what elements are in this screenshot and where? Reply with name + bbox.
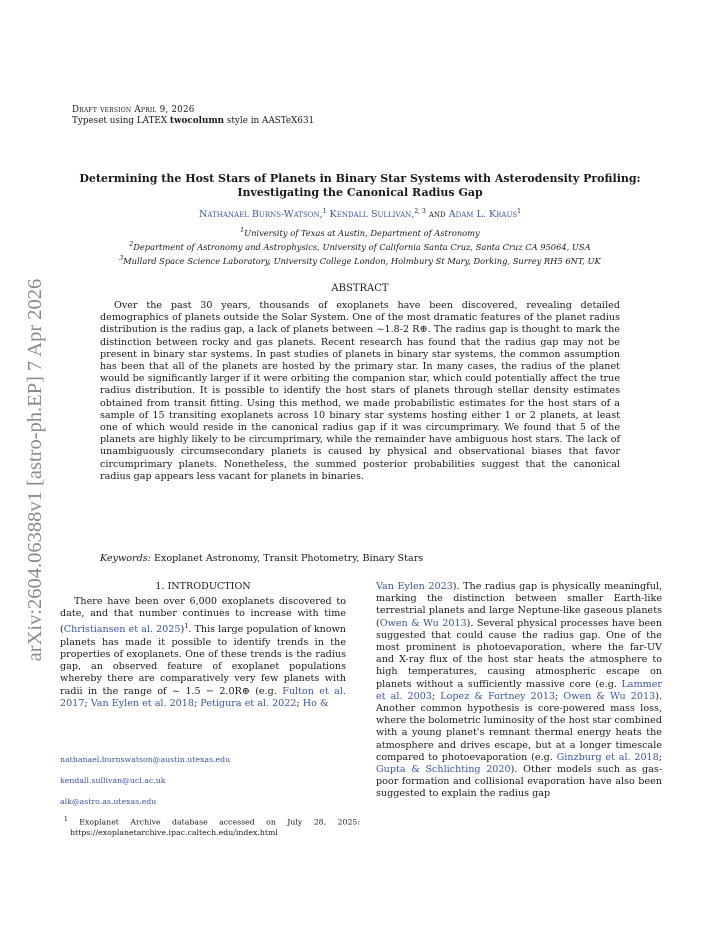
intro-text: ; [658,751,663,763]
citation-link[interactable]: Van Eylen et al. 2018 [90,697,194,709]
author-3-affil-mark: 1 [517,208,521,215]
arxiv-identifier-stamp [20,240,50,700]
intro-text: ; [555,690,564,702]
typeset-line [72,116,314,126]
email-kraus[interactable]: alk@astro.as.utexas.edu [60,797,157,806]
citation-link[interactable]: Lammer et al. 2003 [376,678,662,702]
author-sullivan[interactable]: Kendall Sullivan, [329,209,415,221]
intro-text: . This large population of known planets has made it possible to identify trends in the properties of exoplanets. One of these trends is the radius gap, an observed feature of exoplanet populations whereby there are comparatively very few planets with radii in the range of ~ 1.5 − 2.0R⊕ (e.g. [60,624,346,697]
author-burns-watson[interactable]: Nathanael Burns-Watson, [199,209,323,221]
author-2-affil-mark: 2, 3 [414,208,426,215]
affiliation-2-mark: 2 [129,241,134,248]
citation-link[interactable]: Petigura et al. 2022 [200,697,297,709]
keywords-line [100,553,423,564]
footnote-mark[interactable]: 1 [184,622,189,631]
citation-link[interactable]: Christiansen et al. 2025 [63,624,181,636]
author-list [70,208,650,220]
typeset-style: twocolumn [169,116,225,126]
affiliation-2-text: Department of Astronomy and Astrophysics, University of California Santa Cruz, Santa Cruz CA 95064, USA [133,241,591,252]
email-sullivan[interactable]: kendall.sullivan@ucl.ac.uk [60,776,166,785]
citation-link[interactable]: Lopez & Fortney 2013 [440,690,556,702]
keywords-label: Keywords: [100,553,151,564]
footnote-1 [60,815,360,838]
abstract-heading: ABSTRACT [331,283,389,294]
footnote-number: 1 [64,816,68,823]
keywords-list: Exoplanet Astronomy, Transit Photometry, Binary Stars [153,553,424,564]
intro-text: ) [180,624,185,636]
intro-text: ; [296,697,303,709]
affiliation-1 [70,227,650,238]
intro-text: ; [84,697,91,709]
affiliation-3-text: Mullard Space Science Laboratory, University College London, Holmbury St Mary, Dorking, Surrey RH5 6NT, UK [123,255,601,266]
author-1-affil-mark: 1 [322,208,327,215]
citation-link[interactable]: Ho & [302,697,329,709]
citation-link[interactable]: Fulton et al. 2017 [60,685,347,709]
intro-text: ; [194,697,201,709]
intro-text: ). Another common hypothesis is core-powered mass loss, where the bolometric luminosity of the host star combined with a young planet's remnant thermal energy heats the atmosphere and drives escape, but at a longer timescale compared to photoevaporation (e.g. [376,690,662,763]
footnote-body: Exoplanet Archive database accessed on July 28, 2025: https://exoplanetarchive.ipac.caltech.edu/index.html [70,817,361,837]
title-line-2: Investigating the Canonical Radius Gap [237,185,483,199]
author-kraus[interactable]: Adam L. Kraus [448,209,518,221]
author-and: and [428,209,446,221]
intro-paragraph-1 [60,596,346,710]
typeset-prefix: Typeset using [72,116,137,126]
intro-text: ; [431,690,441,702]
typeset-suffix: style in AASTeX631 [224,116,315,126]
arxiv-stamp-text: arXiv:2604.06388v1 [astro-ph.EP] 7 Apr 2026 [24,278,46,662]
footnote-text [60,815,360,838]
citation-link[interactable]: Gupta & Schlichting 2020 [376,764,511,776]
draft-version-line: Draft version April 9, 2026 [72,105,195,115]
intro-text: There have been over 6,000 exoplanets discovered to date, and that number continues to increase with time ( [60,596,346,636]
intro-paragraph-continued [376,581,662,801]
intro-text: ). Several physical processes have been suggested that could cause the radius gap. One of the most prominent is photoevaporation, where the far-UV and X-ray flux of the host star heats the atmosphere to high temperatures, causing atmospheric escape on planets without a sufficiently massive core (e.g. [376,617,662,690]
affiliation-2 [70,241,650,252]
affiliation-3 [70,255,650,266]
citation-link[interactable]: Owen & Wu 2013 [563,690,656,702]
affiliation-1-mark: 1 [240,227,245,234]
title-line-1: Determining the Host Stars of Planets in Binary Star Systems with Asterodensity Profiling: [79,172,641,185]
intro-text: ). The radius gap is physically meaningful, marking the distinction between smaller Earth-like terrestrial planets and large Neptune-like gaseous planets ( [376,581,662,629]
intro-right-column [376,581,662,801]
affiliation-3-mark: 3 [119,255,124,262]
latex-logo: LATEX [136,116,168,126]
section-heading-introduction: 1. INTRODUCTION [155,581,251,592]
affiliation-1-text: University of Texas at Austin, Department of Astronomy [244,227,480,238]
paper-title [70,172,650,199]
citation-link[interactable]: Ginzburg et al. 2018 [556,751,659,763]
citation-link[interactable]: Van Eylen 2023 [376,581,453,592]
intro-left-column [60,596,346,710]
abstract-text: Over the past 30 years, thousands of exoplanets have been discovered, revealing detailed demographics of planets outside the Solar System. One of the most dramatic features of the planet radius distribution is the radius gap, a lack of planets between ~1.8-2 R⊕. The radius gap is thought to mark the distinction between rocky and gas planets. Recent research has found that the radius gap may not be present in binary star systems. In past studies of planets in binary star systems, the common assumption has been that all of the planets are hosted by the primary star. In many cases, the radius of the planet would be significantly larger if it were orbiting the companion star, which could potentially affect the true radius distribution. It is possible to identify the host stars of planets through stellar density estimates obtained from transit fitting. Using this method, we made probabilistic estimates for the host stars of a sample of 15 transiting exoplanets across 10 binary star systems hosting either 1 or 2 planets, at least one of which would reside in the canonical radius gap if it was circumprimary. We found that 5 of the planets are highly likely to be circumprimary, while the remainder have ambiguous host stars. The lack of unambiguously circumsecondary planets is caused by physical and observational biases that favor circumprimary planets. Nonetheless, the summed posterior probabilities suggest that the canonical radius gap appears less vacant for planets in binaries. [100,300,620,482]
email-burns-watson[interactable]: nathanael.burnswatson@austin.utexas.edu [60,755,231,764]
intro-text: ). Other models such as gas-poor formation and collisional evaporation have also been suggested to explain the radius gap [376,764,662,800]
citation-link[interactable]: Owen & Wu 2013 [379,617,467,629]
